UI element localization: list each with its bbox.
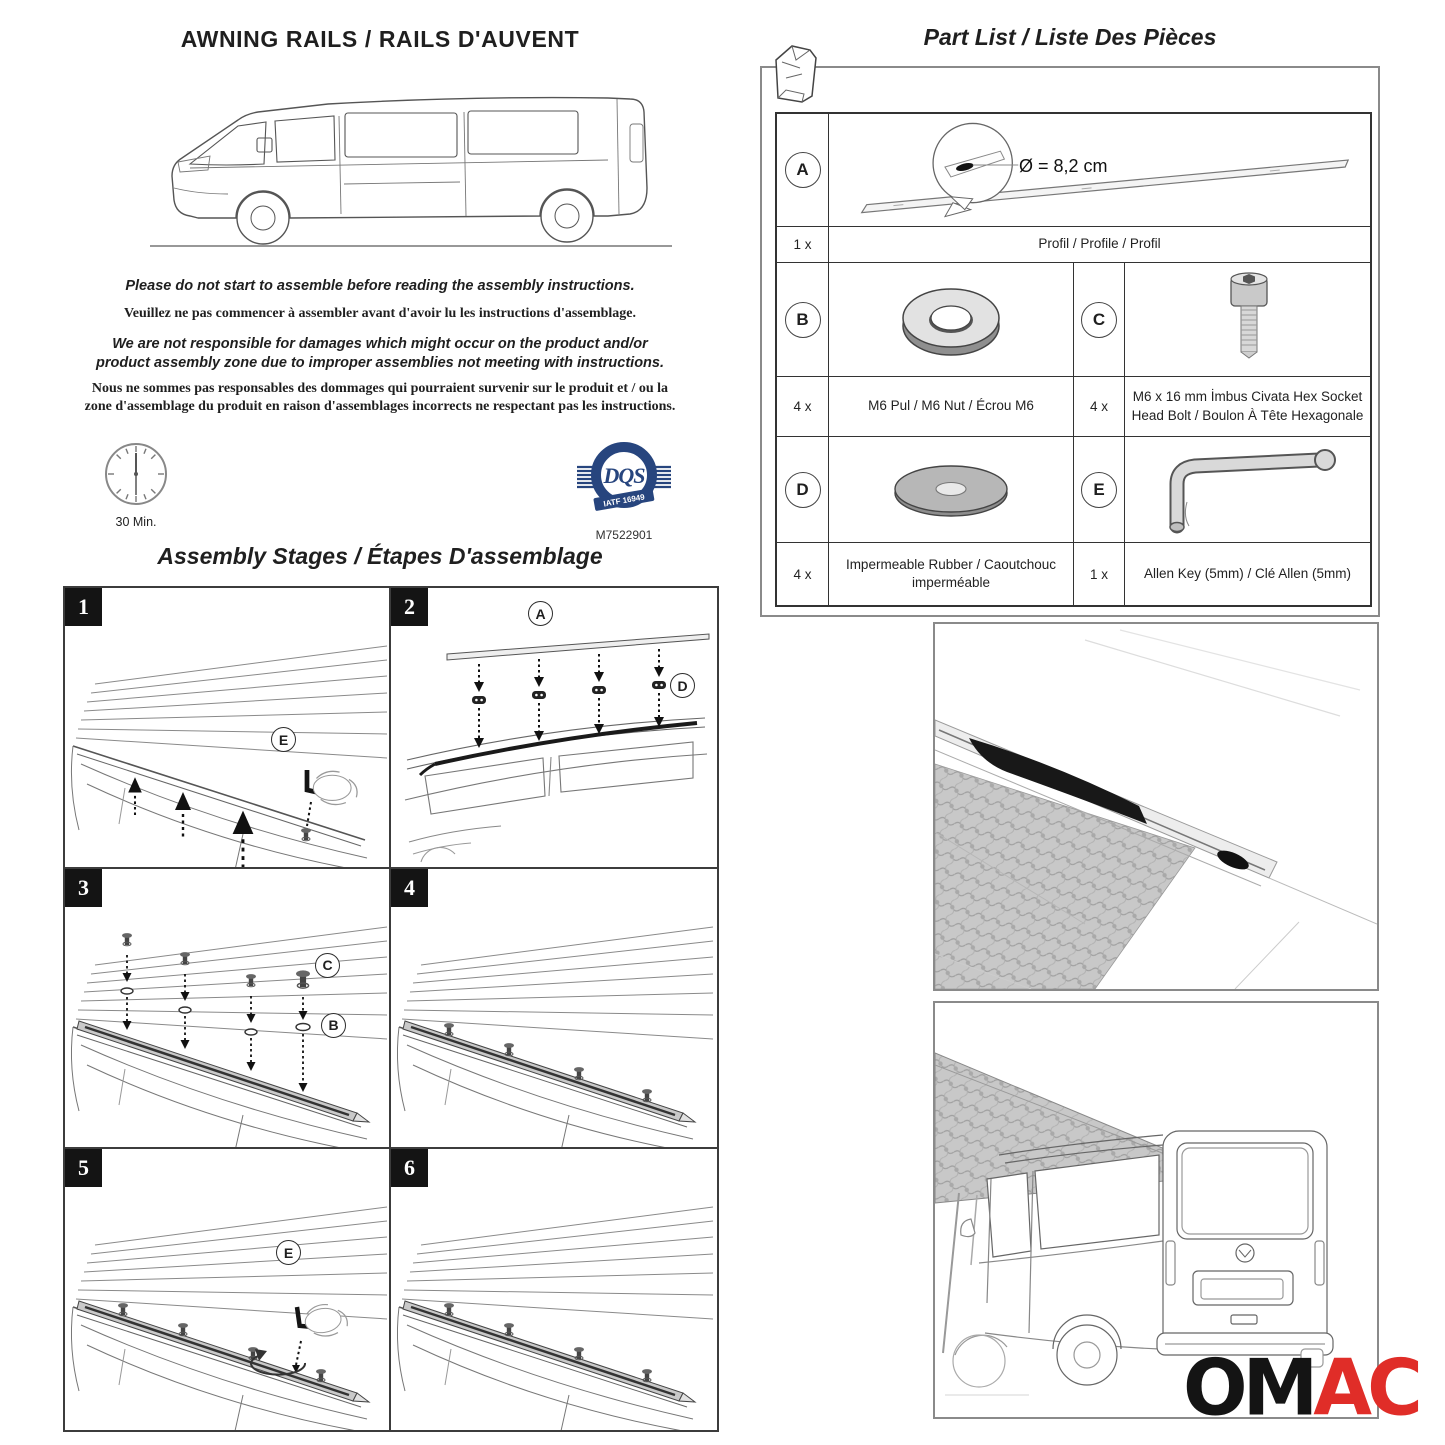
assembly-stage-grid — [63, 586, 719, 1432]
rail-closeup-art — [935, 624, 1377, 989]
dqs-logo — [576, 434, 672, 522]
part-d-qty: 4 x — [777, 543, 829, 605]
part-c-label-cell — [1074, 263, 1125, 377]
awning-fabric — [935, 764, 1195, 989]
part-d-badge: D — [785, 472, 821, 508]
stage-label-E: E — [276, 1240, 301, 1265]
van-side-illustration — [138, 66, 683, 258]
stage-4-art — [391, 869, 717, 1150]
stage-number: 3 — [65, 869, 102, 907]
part-e-label-cell — [1074, 437, 1125, 543]
read-instructions-note-en: Please do not start to assemble before reading the assembly instructions. — [125, 278, 635, 294]
part-d-label-cell — [777, 437, 829, 543]
stage-label-B: B — [321, 1013, 346, 1038]
stage-label-C: C — [315, 953, 340, 978]
part-b-badge: B — [785, 302, 821, 338]
part-d-image-cell — [829, 437, 1074, 543]
part-a-label-cell — [777, 114, 829, 227]
stage-3-art — [65, 869, 391, 1150]
awning-pole — [943, 1193, 959, 1353]
part-e-name: Allen Key (5mm) / Clé Allen (5mm) — [1143, 565, 1352, 581]
stage-number: 4 — [391, 869, 428, 907]
part-a-badge: A — [785, 152, 821, 188]
allen-key-drawing — [1143, 442, 1353, 538]
stage-panel-4 — [391, 869, 717, 1150]
hex-bolt-drawing — [1173, 270, 1323, 370]
part-a-image-cell — [829, 114, 1370, 227]
stage-1-art — [65, 588, 391, 869]
certificate-code: M7522901 — [595, 528, 653, 542]
assembly-duration — [100, 440, 172, 529]
part-a-qty: 1 x — [777, 227, 829, 263]
part-b-image-cell — [829, 263, 1074, 377]
stage-label-A: A — [528, 601, 553, 626]
part-c-image-cell — [1125, 263, 1370, 377]
parts-bag-icon — [766, 40, 820, 106]
drop-arrows — [472, 649, 666, 748]
omac-logo-om: OM — [1183, 1342, 1314, 1433]
stage-panel-6 — [391, 1149, 717, 1430]
assembly-stages-title: Assembly Stages / Étapes D'assemblage — [157, 543, 603, 569]
read-instructions-note-fr: Veuillez ne pas commencer à assembler avant d'avoir lu les instructions d'assemblage. — [123, 306, 637, 321]
diameter-note: Ø = 8,2 cm — [1019, 156, 1108, 176]
rubber-washer-drawing — [876, 445, 1026, 535]
stage-number: 6 — [391, 1149, 428, 1187]
disclaimer-en: We are not responsible for damages which might occur on the product and/or product assembly zone due to improper assemblies not meeting with instructions. — [95, 336, 664, 371]
stage-panel-1 — [65, 588, 391, 869]
part-e-badge: E — [1081, 472, 1117, 508]
stage-2-art — [391, 588, 717, 869]
dqs-letters: DQS — [603, 463, 645, 488]
part-c-name: M6 x 16 mm İmbus Civata Hex Socket Head Bolt / Boulon À Tête Hexagonale — [1125, 377, 1370, 437]
omac-logo-ac: AC — [1313, 1342, 1418, 1433]
part-e-qty: 1 x — [1074, 543, 1125, 605]
part-b-qty: 4 x — [777, 377, 829, 437]
stage-panel-3 — [65, 869, 391, 1150]
disclaimer-fr: Nous ne sommes pas responsables des dommages qui pourraient survenir sur le produit et / ou la zone d'assemblage du produit en raison d'assemblages incorrects ne respectant pas les instructions. — [84, 381, 676, 414]
part-a-name: Profil / Profile / Profil — [829, 227, 1370, 263]
part-c-qty: 4 x — [1074, 377, 1125, 437]
stage-panel-5 — [65, 1149, 391, 1430]
certification — [576, 434, 672, 542]
part-b-label-cell — [777, 263, 829, 377]
nut-drawing — [881, 272, 1021, 368]
clock-icon — [102, 440, 170, 508]
part-list-table — [775, 112, 1372, 607]
part-b-name: M6 Pul / M6 Nut / Écrou M6 — [829, 377, 1074, 437]
part-e-image-cell — [1125, 437, 1370, 543]
stage-number: 2 — [391, 588, 428, 626]
stage-panel-2 — [391, 588, 717, 869]
page-title: AWNING RAILS / RAILS D'AUVENT — [180, 26, 580, 52]
stage-number: 1 — [65, 588, 102, 626]
part-c-badge: C — [1081, 302, 1117, 338]
iatf-banner: IATF 16949 — [602, 492, 646, 509]
stage-5-art — [65, 1149, 391, 1430]
stage-label-E: E — [271, 727, 296, 752]
stage-6-art — [391, 1149, 717, 1430]
rail-closeup-photo — [933, 622, 1379, 991]
part-d-name: Impermeable Rubber / Caoutchouc imperméable — [829, 543, 1074, 605]
part-list-title: Part List / Liste Des Pièces — [923, 24, 1217, 50]
omac-brand-logo — [1183, 1342, 1418, 1433]
duration-label: 30 Min. — [115, 515, 157, 529]
stage-number: 5 — [65, 1149, 102, 1187]
stage-label-D: D — [670, 673, 695, 698]
